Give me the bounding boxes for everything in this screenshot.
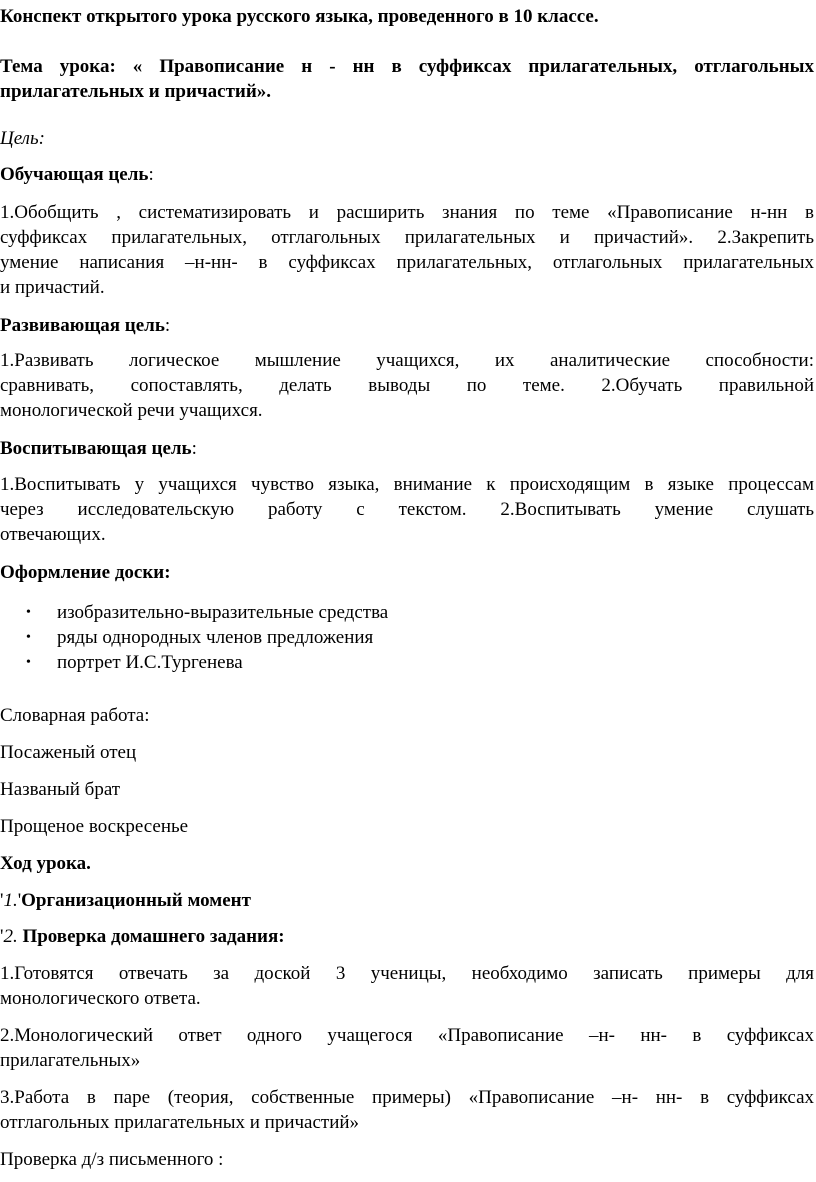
list-item-text: портрет И.С.Тургенева <box>57 652 243 673</box>
educating-goal-heading <box>0 436 197 461</box>
lesson-topic-line-2: прилагательных и причастий». <box>0 81 272 102</box>
list-item <box>0 600 388 625</box>
list-item-text: ряды однородных членов предложения <box>57 627 374 648</box>
step-title: Проверка домашнего задания: <box>22 926 285 947</box>
teaching-goal-line: суффиксах прилагательных, отглагольных прилагательных и причастий». 2.Закрепить <box>0 227 814 248</box>
step-quote: ' <box>17 890 22 911</box>
vocabulary-word: Посаженый отец <box>0 742 137 763</box>
step-number: 1. <box>3 890 18 911</box>
lesson-step-1 <box>0 888 251 913</box>
step-prefix: ' <box>0 890 4 911</box>
homework-item-1-line: 1.Готовятся отвечать за доской 3 ученицы, необходимо записать примеры для <box>0 963 814 984</box>
board-design-heading: Оформление доски: <box>0 562 171 583</box>
lesson-topic-line-1: Тема урока: « Правописание н - нн в суффиксах прилагательных, отглагольных <box>0 56 814 77</box>
bullet-icon: • <box>26 605 31 620</box>
developing-goal-label: Развивающая цель <box>0 315 165 336</box>
homework-written-check: Проверка д/з письменного : <box>0 1149 224 1170</box>
homework-item-3-line: отглагольных прилагательных и причастий» <box>0 1112 360 1133</box>
board-items-list <box>0 600 388 675</box>
teaching-goal-colon: : <box>148 164 154 185</box>
teaching-goal-label: Обучающая цель <box>0 164 149 185</box>
teaching-goal-line: и причастий. <box>0 277 105 298</box>
educating-goal-line: отвечающих. <box>0 524 106 545</box>
teaching-goal-line: 1.Обобщить , систематизировать и расширить знания по теме «Правописание н-нн в <box>0 202 814 223</box>
list-item-text: изобразительно-выразительные средства <box>57 602 389 623</box>
developing-goal-line: 1.Развивать логическое мышление учащихся, их аналитические способности: <box>0 350 814 371</box>
lesson-step-2 <box>0 924 285 949</box>
educating-goal-colon: : <box>191 438 197 459</box>
bullet-icon: • <box>26 655 31 670</box>
list-item <box>0 625 388 650</box>
developing-goal-colon: : <box>164 315 171 336</box>
homework-item-2-line: прилагательных» <box>0 1050 141 1071</box>
vocabulary-word: Прощеное воскресенье <box>0 816 189 837</box>
bullet-icon: • <box>26 630 31 645</box>
step-number: 2. <box>3 926 18 947</box>
developing-goal-line: монологической речи учащихся. <box>0 400 263 421</box>
vocabulary-heading: Словарная работа: <box>0 705 150 726</box>
list-item <box>0 650 388 675</box>
goal-label: Цель: <box>0 128 45 149</box>
homework-item-1-line: монологического ответа. <box>0 988 201 1009</box>
step-title: Организационный момент <box>21 890 251 911</box>
educating-goal-label: Воспитывающая цель <box>0 438 192 459</box>
educating-goal-line: 1.Воспитывать у учащихся чувство языка, внимание к происходящим в языке процессам <box>0 474 814 495</box>
educating-goal-line: через исследовательскую работу с текстом. 2.Воспитывать умение слушать <box>0 499 814 520</box>
developing-goal-heading <box>0 313 170 338</box>
document-title: Конспект открытого урока русского языка, проведенного в 10 классе. <box>0 6 599 27</box>
homework-item-3-line: 3.Работа в паре (теория, собственные примеры) «Правописание –н- нн- в суффиксах <box>0 1087 814 1108</box>
teaching-goal-heading <box>0 162 154 187</box>
homework-item-2-line: 2.Монологический ответ одного учащегося «Правописание –н- нн- в суффиксах <box>0 1025 814 1046</box>
lesson-flow-heading: Ход урока. <box>0 853 91 874</box>
step-prefix: ' <box>0 926 4 947</box>
vocabulary-word: Названый брат <box>0 779 121 800</box>
teaching-goal-line: умение написания –н-нн- в суффиксах прилагательных, отглагольных прилагательных <box>0 252 814 273</box>
developing-goal-line: сравнивать, сопоставлять, делать выводы по теме. 2.Обучать правильной <box>0 375 814 396</box>
